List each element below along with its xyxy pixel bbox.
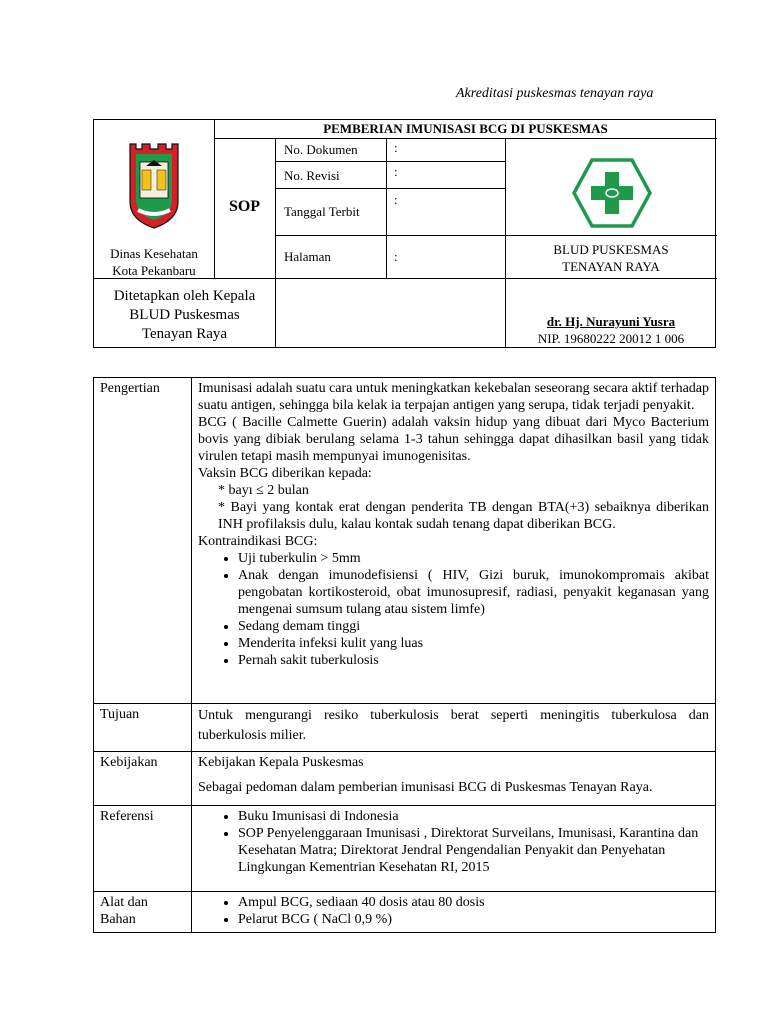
row-referensi [94, 806, 716, 892]
target-item: * Bayi yang kontak erat dengan penderita TB dengan BTA(+3) sebaiknya diberikan INH profilaksis dulu, kalau kontak sudah tenang dapat diberikan BCG. [218, 500, 709, 532]
content-kebijakan [192, 752, 716, 806]
field-label-tanggal-terbit: Tanggal Terbit [284, 204, 360, 219]
label-alat-bahan: Alat dan Bahan [94, 892, 192, 933]
target-item: * bayı ≤ 2 bulan [218, 483, 309, 498]
header-note: Akreditasi puskesmas tenayan raya [456, 86, 654, 101]
sop-header-table [93, 119, 716, 348]
content-pengertian [192, 378, 716, 704]
field-label-no-dokumen: No. Dokumen [284, 142, 358, 157]
content-tujuan: Untuk mengurangi resiko tuberkulosis berat seperti meningitis tuberkulosa dan tuberkulosis milier. [192, 704, 716, 752]
target-title: Vaksin BCG diberikan kepada: [198, 466, 372, 481]
list-item: • Anak dengan imunodefisiensi ( HIV, Gizi buruk, imunokompromais akibat pengobatan kortikosteroid, obat imunosupresif, radiasi, penyakit keganasan yang mengenai sumsum tulang atau sistem limfe) [238, 567, 709, 618]
established-by: Ditetapkan oleh Kepala BLUD Puskesmas Tenayan Raya [113, 288, 256, 342]
list-item: • Pernah sakit tuberkulosis [238, 652, 709, 669]
row-alat-bahan [94, 892, 716, 933]
field-value-halaman: : [394, 249, 398, 264]
list-item: • Uji tuberkulin > 5mm [238, 550, 709, 567]
label-kebijakan: Kebijakan [94, 752, 192, 806]
field-value-no-dokumen: : [394, 140, 398, 155]
row-tujuan [94, 704, 716, 752]
row-kebijakan [94, 752, 716, 806]
label-referensi: Referensi [94, 806, 192, 892]
sop-content-table [93, 377, 716, 933]
org-name: BLUD PUSKESMAS TENAYAN RAYA [553, 242, 669, 274]
field-label-halaman: Halaman [284, 249, 331, 264]
content-referensi [192, 806, 716, 892]
row-pengertian [94, 378, 716, 704]
pekanbaru-crest-icon [124, 140, 184, 232]
field-value-no-revisi: : [394, 164, 398, 179]
sop-label: SOP [228, 198, 261, 215]
label-pengertian: Pengertian [94, 378, 192, 704]
pengertian-paragraph: Imunisasi adalah suatu cara untuk meningkatkan kekebalan seseorang secara aktif terhadap suatu antigen, sehingga bila kelak ia terpajan antigen yang serupa, tidak terjadi penyakit. [198, 381, 709, 413]
kebijakan-line: Kebijakan Kepala Puskesmas [198, 755, 364, 770]
list-item: • Pelarut BCG ( NaCl 0,9 %) [238, 911, 709, 928]
list-item: • Buku Imunisasi di Indonesia [238, 808, 709, 825]
list-item: • SOP Penyelenggaraan Imunisasi , Direktorat Surveilans, Imunisasi, Karantina dan Kesehatan Matra; Direktorat Jendral Pengendalian Penyakit dan Penyehatan Lingkungan Kementrian Kesehatan RI, 2015 [238, 825, 709, 876]
left-logo-caption: Dinas Kesehatan Kota Pekanbaru [110, 246, 198, 278]
content-alat-bahan [192, 892, 716, 933]
contraindication-list [198, 550, 709, 669]
contraindication-title: Kontraindikasi BCG: [198, 534, 318, 549]
label-tujuan: Tujuan [94, 704, 192, 752]
bcg-definition: BCG ( Bacille Calmette Guerin) adalah vaksin hidup yang dibuat dari Myco Bacterium bovis yang dibiak berulang selama 1-3 tahun sehingga dapat dihasilkan basil yang tidak virulen tetapi masih mempunyai imunogenisitas. [198, 415, 709, 464]
list-item: • Menderita infeksi kulit yang luas [238, 635, 709, 652]
list-item: • Sedang demam tinggi [238, 618, 709, 635]
referensi-list [198, 808, 709, 876]
alat-list [198, 894, 709, 928]
signer-nip: NIP. 19680222 20012 1 006 [537, 331, 685, 346]
signer-name: dr. Hj. Nurayuni Yusra [546, 314, 676, 329]
field-value-tanggal-terbit: : [394, 192, 398, 207]
kebijakan-line: Sebagai pedoman dalam pemberian imunisasi BCG di Puskesmas Tenayan Raya. [198, 780, 653, 795]
field-label-no-revisi: No. Revisi [284, 168, 340, 183]
puskesmas-logo-icon [572, 158, 652, 228]
document-title: PEMBERIAN IMUNISASI BCG DI PUSKESMAS [323, 121, 608, 136]
list-item: • Ampul BCG, sediaan 40 dosis atau 80 dosis [238, 894, 709, 911]
